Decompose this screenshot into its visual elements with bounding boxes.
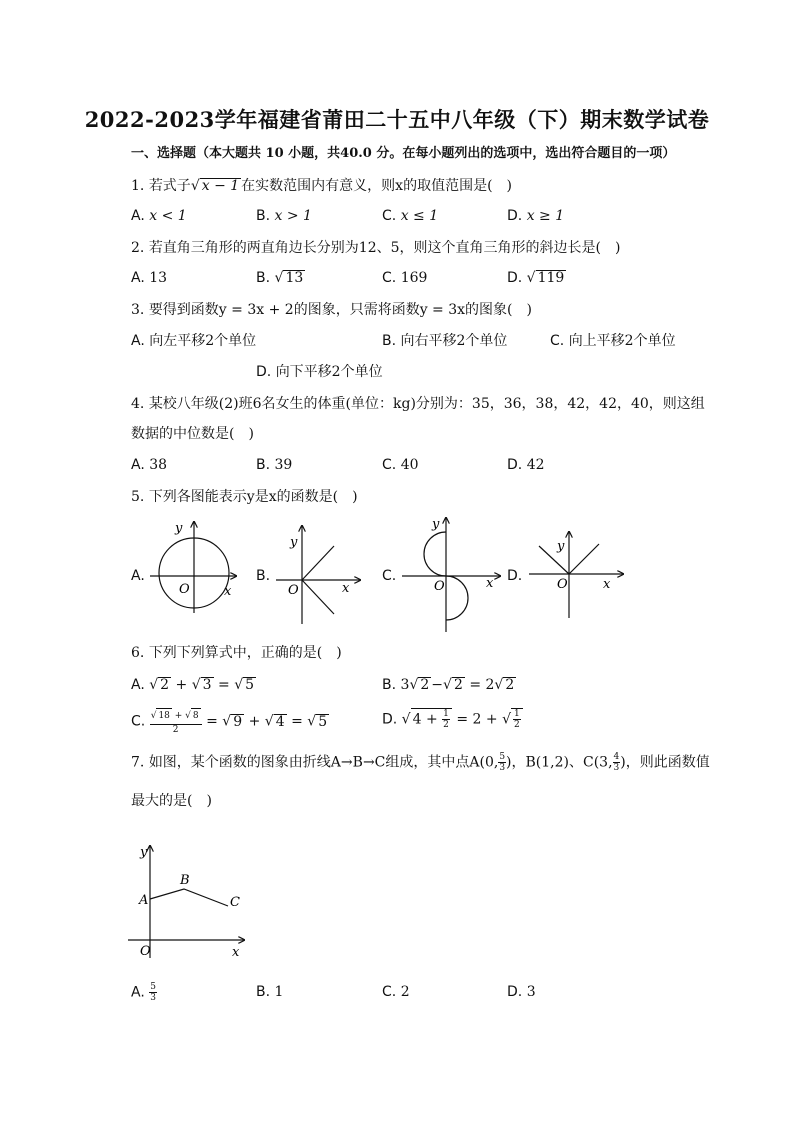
question-number: 1. — [131, 178, 145, 194]
question-number: 7. — [131, 754, 145, 771]
question-5 — [131, 487, 358, 507]
right-ray — [569, 544, 599, 574]
question-text: 若式子 — [148, 178, 191, 194]
q7-option-b[interactable]: B. 1 — [256, 984, 284, 1000]
q3-option-b[interactable]: B. 向右平移2个单位 — [382, 333, 508, 349]
point-c-label: C — [230, 895, 240, 910]
question-number: 6. — [131, 645, 145, 661]
left-semicircle — [424, 532, 446, 576]
point-b-label: B — [180, 873, 190, 888]
graph-c-semicircles — [400, 514, 506, 634]
page-title: 2022-2023学年福建省莆田二十五中八年级（下）期末数学试卷 — [84, 107, 710, 132]
fraction: $\frac{4}{3}$ — [613, 752, 620, 773]
q2-option-c[interactable]: C. 169 — [382, 270, 428, 286]
q5-option-a[interactable]: A. — [131, 568, 145, 584]
q5-option-c[interactable]: C. — [382, 568, 397, 584]
fraction: $\frac{√ 18 + √ 8}{2}$ — [150, 708, 202, 735]
q1-option-b[interactable]: B. x > 1 — [256, 208, 312, 224]
question-text: 若直角三角形的两直角边长分别为12、5，则这个直角三角形的斜边长是( ) — [148, 240, 621, 256]
question-text: 如图，某个函数的图象由折线A→B→C组成，其中点A(0, — [148, 754, 499, 771]
question-7-line-2: 最大的是( ) — [131, 793, 212, 809]
q7-option-c[interactable]: C. 2 — [382, 984, 410, 1000]
q1-option-a[interactable]: A. x < 1 — [131, 208, 187, 224]
q3-option-d[interactable]: D. 向下平移2个单位 — [256, 364, 383, 380]
question-number: 4. — [131, 396, 145, 412]
upper-ray — [302, 546, 334, 580]
lower-ray — [302, 580, 334, 614]
question-3 — [131, 300, 532, 320]
question-4 — [131, 394, 705, 414]
fraction: $\frac{1}{2}$ — [443, 709, 449, 730]
question-2 — [131, 238, 620, 258]
origin-label: O — [557, 577, 568, 592]
q2-option-a[interactable]: A. 13 — [131, 270, 168, 286]
q4-option-d[interactable]: D. 42 — [507, 457, 545, 473]
q3-option-a[interactable]: A. 向左平移2个单位 — [131, 333, 257, 349]
x-label: x — [224, 584, 232, 599]
polyline-abc — [150, 889, 228, 906]
fraction: $\frac{1}{2}$ — [514, 709, 520, 730]
y-label: y — [290, 535, 298, 550]
x-label: x — [232, 945, 240, 960]
y-label: y — [432, 517, 440, 532]
left-ray — [539, 546, 569, 574]
question-7: 7. 如图，某个函数的图象由折线A→B→C组成，其中点A(0, $\frac{5}{3}$ )，B(1,2)、C(3, $\frac{4}{3}$ )，则此函数值 — [131, 752, 710, 773]
x-label: x — [603, 577, 611, 592]
q6-option-c[interactable]: C. $\frac{√ 18 + √ 8}{2}$ = √ 9 + √ 4 = √ 5 — [131, 708, 329, 735]
q4-option-c[interactable]: C. 40 — [382, 457, 419, 473]
question-number: 3. — [131, 302, 145, 318]
q4-option-a[interactable]: A. 38 — [131, 457, 168, 473]
q6-option-a[interactable]: A. √ 2 + √ 3 = √ 5 — [131, 677, 255, 693]
graph-q7-polyline — [126, 842, 250, 964]
q2-option-d[interactable]: D. √ 119 — [507, 270, 565, 286]
radicand: x − 1 — [201, 178, 240, 194]
x-label: x — [486, 576, 494, 591]
origin-label: O — [288, 583, 299, 598]
graph-b-rays — [272, 522, 368, 626]
question-text: 某校八年级(2)班6名女生的体重(单位：kg)分别为：35，36，38，42，42，40，则这组 — [148, 396, 705, 412]
question-number: 2. — [131, 240, 145, 256]
q5-option-b[interactable]: B. — [256, 568, 271, 584]
question-4-line-2: 数据的中位数是( ) — [131, 426, 254, 442]
question-text: 下列下列算式中，正确的是( ) — [148, 645, 342, 661]
y-label: y — [175, 521, 183, 536]
x-label: x — [342, 581, 350, 596]
origin-label: O — [434, 579, 445, 594]
section-heading: 一、选择题（本大题共 10 小题，共40.0 分。在每小题列出的选项中，选出符合题目的一项） — [131, 146, 676, 161]
graph-d-v-shape — [527, 528, 627, 620]
y-label: y — [557, 539, 565, 554]
q7-option-d[interactable]: D. 3 — [507, 984, 536, 1000]
question-text-tail: 在实数范围内有意义，则x的取值范围是( ) — [241, 178, 512, 194]
q6-option-d[interactable]: D. √ 4 + $\frac{1}{2}$ = 2 + √ $\frac{1}{2}$ — [382, 708, 523, 730]
question-number: 5. — [131, 489, 145, 505]
q2-option-b[interactable]: B. √ 13 — [256, 270, 304, 286]
point-a-label: A — [139, 893, 149, 908]
q3-option-c[interactable]: C. 向上平移2个单位 — [550, 333, 676, 349]
q4-option-b[interactable]: B. 39 — [256, 457, 293, 473]
origin-label: O — [179, 582, 190, 597]
q5-option-d[interactable]: D. — [507, 568, 523, 584]
question-1 — [131, 176, 512, 196]
radical-sign: √ — [190, 178, 200, 194]
fraction: $\frac{5}{3}$ — [499, 752, 506, 773]
question-6 — [131, 643, 342, 663]
origin-label: O — [140, 944, 151, 959]
question-text: 下列各图能表示y是x的函数是( ) — [148, 489, 358, 505]
q7-option-a[interactable]: A. $\frac{5}{3}$ — [131, 982, 156, 1003]
q1-option-c[interactable]: C. x ≤ 1 — [382, 208, 439, 224]
q6-option-b[interactable]: B. 3√ 2 −√ 2 = 2√ 2 — [382, 677, 515, 693]
right-semicircle — [446, 576, 468, 620]
q1-option-d[interactable]: D. x ≥ 1 — [507, 208, 565, 224]
question-text: 要得到函数y = 3x + 2的图象，只需将函数y = 3x的图象( ) — [148, 302, 532, 318]
graph-a-circle — [146, 518, 242, 618]
y-label: y — [140, 845, 148, 860]
